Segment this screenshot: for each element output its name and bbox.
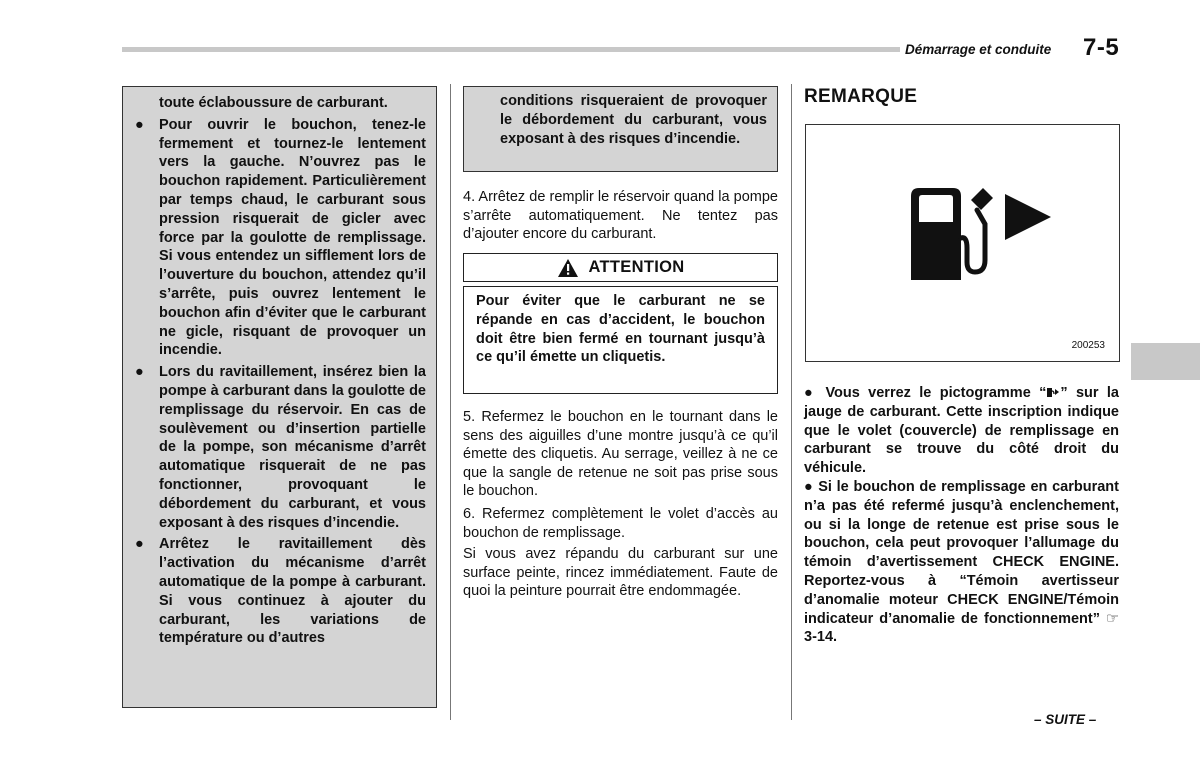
figure-code: 200253 <box>1071 340 1105 351</box>
bullet-text: Lors du ravitaillement, insérez bien la pompe à carburant dans la goulotte de remplissage du réservoir. En cas de soulèvement ou d’insertion partielle de la pompe, son mécanisme d’arrêt automatique risquerait de ne pas fonctionner, provoquant le débordement du carburant, et vous exposant à des risques d’incendie. <box>159 364 426 531</box>
bullet-dot: ● <box>135 364 144 381</box>
note-2 <box>804 478 1119 647</box>
attention-header <box>463 253 778 282</box>
step-4: 4. Arrêtez de remplir le réservoir quand la pompe s’arrête automatiquement. Ne tentez pas d’ajouter encore du carburant. <box>463 189 778 243</box>
remarque-notes <box>804 384 1119 647</box>
bullet-dot: ● <box>135 116 144 133</box>
attention-box <box>463 286 778 394</box>
remarque-heading: REMARQUE <box>804 86 918 107</box>
figure-box <box>805 124 1120 362</box>
bullet-dot: ● <box>135 536 144 553</box>
bullet-dot: ● <box>804 385 818 401</box>
chapter-tab <box>1131 343 1200 380</box>
page-number: 7-5 <box>1083 34 1120 61</box>
attention-text: Pour éviter que le carburant ne se répande en cas d’accident, le bouchon doit être bien fermé en tournant jusqu’à ce qu’il émette un cliquetis. <box>476 293 765 366</box>
note-1-text-a: Vous verrez le pictogramme “ <box>825 385 1047 401</box>
continued-label: – SUITE – <box>1034 712 1097 727</box>
left-warning-box <box>122 86 437 708</box>
list-item <box>133 535 426 648</box>
attention-label: ATTENTION <box>588 258 685 276</box>
fuel-gauge-icon <box>1046 386 1060 398</box>
fuel-pump-icon <box>901 180 1061 290</box>
bullet-text: Arrêtez le ravitaillement dès l’activation du mécanisme d’arrêt automatique de la pompe à carburant. Si vous continuez à ajouter du carburant, les variations de température ou d’autres <box>159 536 426 647</box>
section-title: Démarrage et conduite <box>905 42 1052 57</box>
header-rule <box>122 47 900 52</box>
middle-warning-box <box>463 86 778 172</box>
note-2-text: Si le bouchon de remplissage en carburant n’a pas été refermé jusqu’à enclenchement, ou si la longe de retenue est prise sous le bouchon, cela peut provoquer l’allumage du témoin d’avertissement CHECK ENGINE. Reportez-vous à “Témoin avertisseur d’anomalie moteur CHECK ENGINE/Témoin indicateur d’anomalie de fonctionnement” <box>804 478 1119 627</box>
step-5: 5. Refermez le bouchon en le tournant dans le sens des aiguilles d’une montre jusqu’à ce qu’il émette des cliquetis. Au serrage, veillez à ne ce que la sangle de retenue ne soit pas prise sous le bouchon. <box>463 409 778 500</box>
intro-line: toute éclaboussure de carburant. <box>159 95 388 111</box>
bullet-dot: ● <box>804 478 814 495</box>
pointing-hand-icon: ☞ <box>1106 610 1119 627</box>
list-item <box>133 116 426 360</box>
list-item <box>133 363 426 532</box>
warning-icon <box>557 258 579 278</box>
step-6: 6. Refermez complètement le volet d’accès au bouchon de remplissage. <box>463 506 778 541</box>
paint-note: Si vous avez répandu du carburant sur une surface peinte, rincez immédiatement. Faute de quoi la peinture pourrait être endommagée. <box>463 546 778 600</box>
page-reference[interactable]: 3-14. <box>804 629 838 646</box>
note-1 <box>804 384 1119 478</box>
bullet-text: Pour ouvrir le bouchon, tenez-le fermement et tournez-le lentement vers la gauche. N’ouvrez pas le bouchon rapidement. Particulièrement par temps chaud, le carburant sous pression risquerait de gicler avec force par la goulotte de remplissage. Si vous entendez un sifflement lors de l’ouverture du bouchon, attendez qu’il s’arrête, puis ouvrez lentement le bouchon afin d’éviter que le carburant ne gicle, risquant de provoquer un incendie. <box>159 116 426 359</box>
note-1-text-b: ” sur la jauge de carburant. Cette inscription indique que le volet (couvercle) de remplissage en carburant se trouve du côté droit du véhicule. <box>804 385 1119 477</box>
column-divider <box>791 84 792 720</box>
warning-continuation: conditions risqueraient de provoquer le débordement du carburant, vous exposant à des risques d’incendie. <box>500 93 767 147</box>
column-divider <box>450 84 451 720</box>
